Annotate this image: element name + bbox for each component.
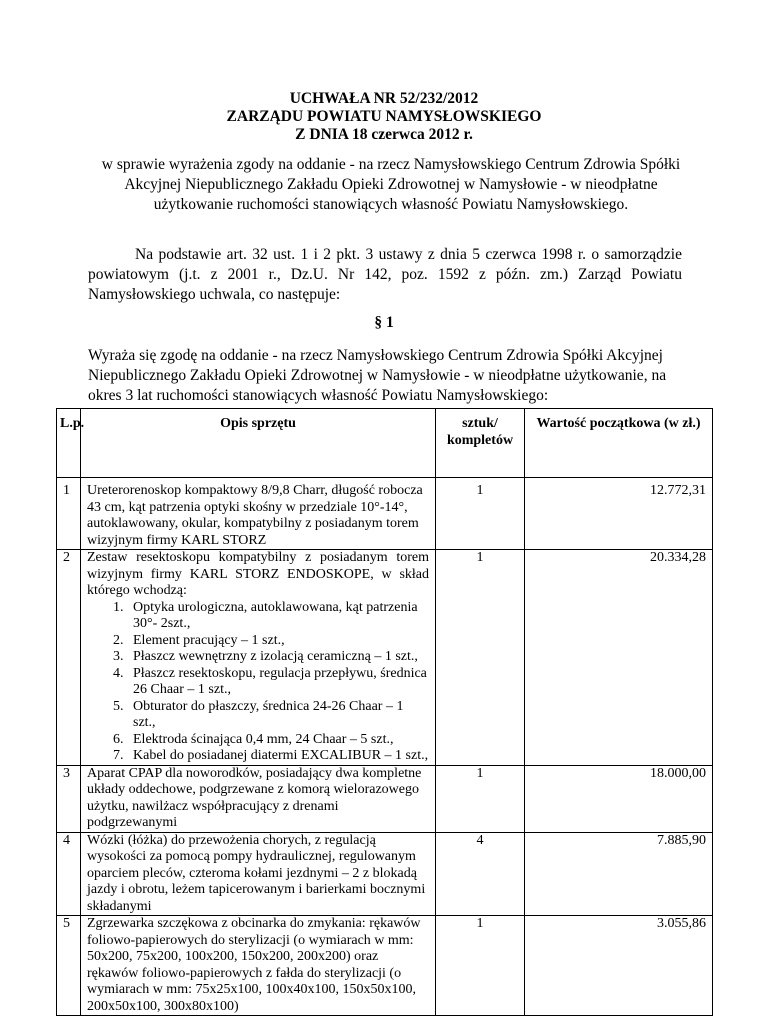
table-row <box>57 550 713 766</box>
row-description: Ureterorenoskop kompaktowy 8/9,8 Charr, długość robocza 43 cm, kąt patrzenia optyki skośny w przedziale 10°-14°, autoklawowany, okular, kompatybilny z posiadanym torem wizyjnym firmy KARL STORZ <box>81 478 436 550</box>
table-row <box>57 765 713 832</box>
equipment-table <box>56 408 713 1016</box>
row-lp: 1 <box>57 478 81 550</box>
row-count: 1 <box>436 550 525 766</box>
row-value: 18.000,00 <box>525 765 713 832</box>
issuing-body: ZARZĄDU POWIATU NAMYSŁOWSKIEGO <box>226 108 542 125</box>
section-text: Wyraża się zgodę na oddanie - na rzecz Namysłowskiego Centrum Zdrowia Spółki Akcyjnej Niepublicznego Zakładu Opieki Zdrowotnej w Namysłowie - w nieodpłatne użytkowanie, na okres 3 lat ruchomości stanowiących własność Powiatu Namysłowskiego: <box>88 347 667 404</box>
row-count: 1 <box>436 478 525 550</box>
row-description: Wózki (łóżka) do przewożenia chorych, z regulacją wysokości za pomocą pompy hydraulicznej, regulowanym oparciem pleców, czteroma kołami jezdnymi – 2 z blokadą jazdy i obrotu, leżem tapicerowanym i barierkami bocznymi składanymi <box>81 832 436 916</box>
list-item: 5. Obturator do płaszczy, średnica 24-26 Chaar – 1 szt., <box>127 699 429 732</box>
component-list <box>87 600 429 765</box>
row-count: 4 <box>436 832 525 916</box>
table-row <box>57 478 713 550</box>
row-description: Zgrzewarka szczękowa z obcinarka do zmykania: rękawów foliowo-papierowych do sterylizacji (o wymiarach w mm: 50x200, 75x200, 100x200, 150x200, 200x200) oraz rękawów foliowo-papierowych z fałda do sterylizacji (o wymiarach w mm: 75x25x100, 100x40x100, 150x50x100, 200x50x100, 300x80x100) <box>81 916 436 1016</box>
list-item: 4. Płaszcz resektoskopu, regulacja przepływu, średnica 26 Chaar – 1 szt., <box>127 666 429 699</box>
row-value: 3.055,86 <box>525 916 713 1016</box>
row-description: Aparat CPAP dla noworodków, posiadający dwa kompletne układy oddechowe, podgrzewane z komorą wielorazowego użytku, nawilżacz współpracujący z drenami podgrzewanymi <box>81 765 436 832</box>
list-item: 3. Płaszcz wewnętrzny z izolacją ceramiczną – 1 szt., <box>127 649 429 666</box>
header-lp: L.p. <box>57 409 81 478</box>
section-mark: § 1 <box>374 314 394 331</box>
row-lp: 4 <box>57 832 81 916</box>
row-count: 1 <box>436 765 525 832</box>
row-lp: 3 <box>57 765 81 832</box>
table-row <box>57 916 713 1016</box>
row-value: 12.772,31 <box>525 478 713 550</box>
row-lp: 2 <box>57 550 81 766</box>
row-description <box>81 550 436 766</box>
resolution-date: Z DNIA 18 czerwca 2012 r. <box>295 126 473 143</box>
table-header-row <box>57 409 713 478</box>
resolution-subject: w sprawie wyrażenia zgody na oddanie - na rzecz Namysłowskiego Centrum Zdrowia Spółki Akcyjnej Niepublicznego Zakładu Opieki Zdrowotnej w Namysłowie - w nieodpłatne użytkowanie ruchomości stanowiących własność Powiatu Namysłowskiego. <box>101 156 681 213</box>
header-value: Wartość początkowa (w zł.) <box>525 409 713 478</box>
list-item: 7. Kabel do posiadanej diatermi EXCALIBUR – 1 szt., <box>127 748 429 765</box>
legal-basis: Na podstawie art. 32 ust. 1 i 2 pkt. 3 ustawy z dnia 5 czerwca 1998 r. o samorządzie powiatowym (j.t. z 2001 r., Dz.U. Nr 142, poz. 1592 z późn. zm.) Zarząd Powiatu Namysłowskiego uchwala, co następuje: <box>88 246 682 303</box>
row-value: 7.885,90 <box>525 832 713 916</box>
resolution-number: UCHWAŁA NR 52/232/2012 <box>289 90 479 107</box>
table-row <box>57 832 713 916</box>
list-item: 1. Optyka urologiczna, autoklawowana, kąt patrzenia 30°- 2szt., <box>127 600 429 633</box>
header-count: sztuk/ kompletów <box>436 409 525 478</box>
row-count: 1 <box>436 916 525 1016</box>
list-item: 6. Elektroda ścinająca 0,4 mm, 24 Chaar – 5 szt., <box>127 732 429 749</box>
row-description-intro: Zestaw resektoskopu kompatybilny z posiadanym torem wizyjnym firmy KARL STORZ ENDOSKOPE, w skład którego wchodzą: <box>87 550 429 598</box>
row-value: 20.334,28 <box>525 550 713 766</box>
row-lp: 5 <box>57 916 81 1016</box>
header-description: Opis sprzętu <box>81 409 436 478</box>
list-item: 2. Element pracujący – 1 szt., <box>127 633 429 650</box>
